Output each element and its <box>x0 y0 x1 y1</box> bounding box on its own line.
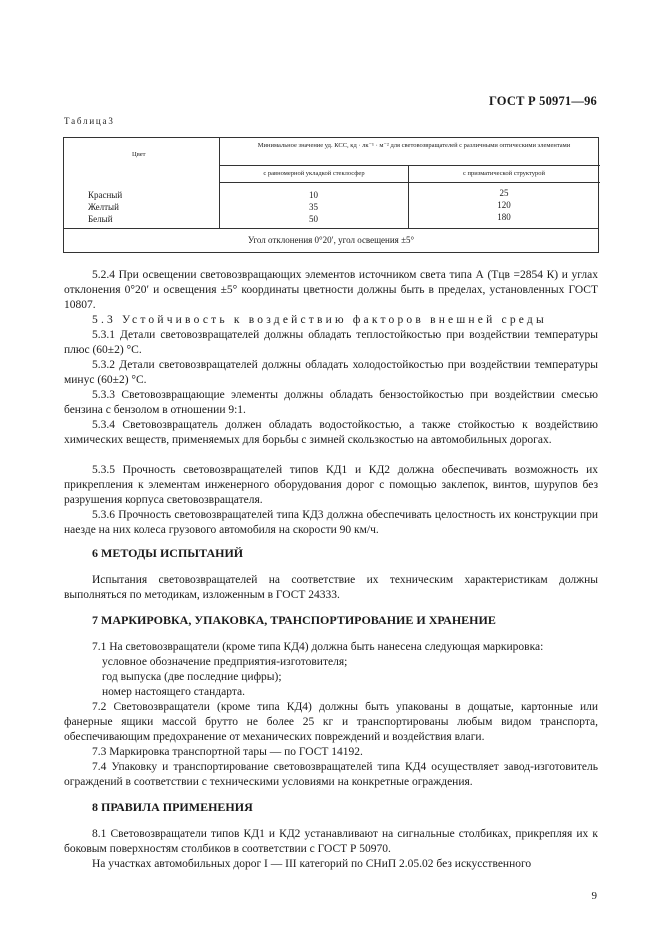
table-cell-value: 10 <box>309 190 318 200</box>
paragraph-5-2-4: 5.2.4 При освещении световозвращающих элементов источником света типа А (Tцв =2854 К) и углах отклонения 0°20′ и освещения ±5° координаты цветности должны быть в пределах, установленных ГОСТ 10807. <box>64 269 598 311</box>
list-item: номер настоящего стандарта. <box>102 686 245 698</box>
paragraph-5-3-1: 5.3.1 Детали световозвращателей должны обладать теплостойкостью при воздействии температуры плюс (60±2) °С. <box>64 329 598 356</box>
list-item: условное обозначение предприятия-изготовителя; <box>102 656 348 668</box>
paragraph-5-3-4: 5.3.4 Световозвращатель должен обладать водостойкостью, а также стойкостью к воздействию химических веществ, применяемых для борьбы с зимней скользкостью на автомобильных дорогах. <box>64 419 598 446</box>
paragraph-7-3: 7.3 Маркировка транспортной тары — по ГОСТ 14192. <box>92 746 363 758</box>
table-cell-color: Красный <box>88 190 123 200</box>
table-cell-value: 180 <box>497 212 511 222</box>
subheader-col1: с равномерной укладкой стеклосфер <box>263 170 365 177</box>
table-divider <box>219 182 600 183</box>
paragraph-7-2: 7.2 Световозвращатели (кроме типа КД4) должны быть упакованы в дощатые, картонные или фанерные ящики массой брутто не более 25 кг и транспортированы любым видом транспорта, обеспечивающим предохранение от механических повреждений и воздействия влаги. <box>64 701 598 743</box>
table-divider <box>219 165 600 166</box>
table-cell-color: Желтый <box>88 202 119 212</box>
table-cell-value: 50 <box>309 214 318 224</box>
page-number: 9 <box>591 890 597 902</box>
paragraph-7-1: 7.1 На световозвращатели (кроме типа КД4) должна быть нанесена следующая маркировка: <box>92 641 544 653</box>
paragraph-5-3-3: 5.3.3 Световозвращающие элементы должны обладать бензостойкостью при воздействии смесью бензина с бензолом в отношении 9:1. <box>64 389 598 416</box>
paragraph-8-2: На участках автомобильных дорог I — III категорий по СНиП 2.05.02 без искусственного <box>92 858 532 870</box>
table-cell-value: 25 <box>499 188 509 198</box>
paragraph-6: Испытания световозвращателей на соответствие их техническим характеристикам должны выполняться по методикам, изложенным в ГОСТ 24333. <box>64 574 598 601</box>
column-header-group: Минимальное значение уд. КСС, кд · лк⁻¹ · м⁻² для световозвращателей с различными оптическими элементами <box>257 142 571 149</box>
table-footer-note: Угол отклонения 0°20′, угол освещения ±5° <box>247 235 415 245</box>
paragraph-5-3-5: 5.3.5 Прочность световозвращателей типов КД1 и КД2 должна обеспечивать возможность их прикрепления к элементам инженерного оборудования дорог с помощью заклепок, винтов, шурупов без разрушения корпуса световозвращателя. <box>64 464 598 506</box>
paragraph-8-1: 8.1 Световозвращатели типов КД1 и КД2 устанавливают на сигнальные столбиках, прикрепляя их к боковым поверхностям столбиков в соответствии с ГОСТ Р 50970. <box>64 828 598 855</box>
table-cell-color: Белый <box>88 214 113 224</box>
table-divider <box>64 228 598 229</box>
paragraph-5-3-2: 5.3.2 Детали световозвращателей должны обладать холодостойкостью при воздействии температуры минус (60±2) °С. <box>64 359 598 386</box>
table-cell-value: 120 <box>497 200 511 210</box>
subheader-col2: с призматической структурой <box>463 170 545 177</box>
section-heading-6: 6 МЕТОДЫ ИСПЫТАНИЙ <box>92 546 244 560</box>
paragraph-5-3-6: 5.3.6 Прочность световозвращателей типа КД3 должна обеспечивать целостность их конструкции при наезде на них колеса грузового автомобиля на скорости 90 км/ч. <box>64 509 598 536</box>
paragraph-7-4: 7.4 Упаковку и транспортирование световозвращателей типа КД4 осуществляет завод-изготовитель ограждений в соответствии с техническими условиями на конкретные ограждения. <box>64 761 598 788</box>
table-caption: Таблица3 <box>64 116 115 126</box>
section-heading-7: 7 МАРКИРОВКА, УПАКОВКА, ТРАНСПОРТИРОВАНИЕ И ХРАНЕНИЕ <box>92 613 496 627</box>
table-3 <box>63 137 599 253</box>
heading-5-3: 5.3 Устойчивость к воздействию факторов внешней среды <box>92 314 547 326</box>
section-heading-8: 8 ПРАВИЛА ПРИМЕНЕНИЯ <box>92 800 253 814</box>
table-cell-value: 35 <box>309 202 318 212</box>
column-header-color: Цвет <box>132 151 146 158</box>
document-code: ГОСТ Р 50971—96 <box>488 94 597 108</box>
list-item: год выпуска (две последние цифры); <box>102 671 282 683</box>
